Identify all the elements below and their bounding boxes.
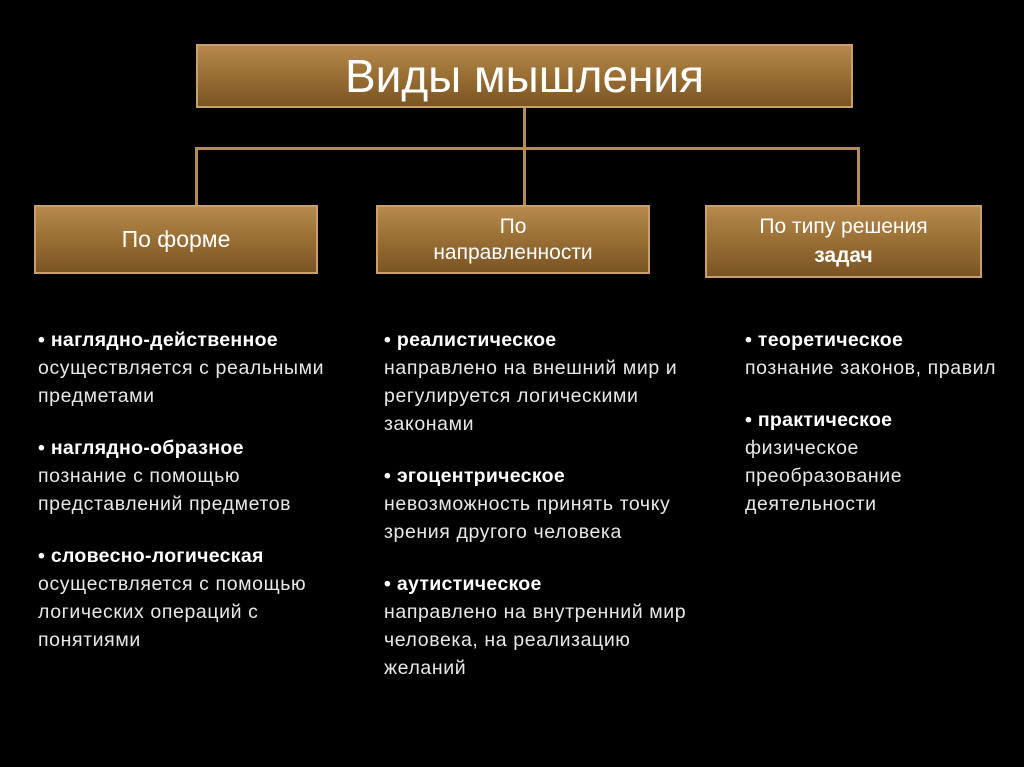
list-item xyxy=(38,434,358,518)
item-title: словесно-логическая xyxy=(50,545,264,567)
list-item xyxy=(384,570,714,682)
item-title: практическое xyxy=(757,409,893,431)
list-item xyxy=(384,326,714,438)
connector-horizontal xyxy=(195,147,860,150)
item-description: осуществляется с реальными предметами xyxy=(38,357,325,407)
item-title: реалистическое xyxy=(396,329,557,351)
category-header: По форме xyxy=(121,226,231,252)
item-title: теоретическое xyxy=(757,329,904,351)
list-item xyxy=(38,542,358,654)
connector-right xyxy=(857,147,860,205)
bullet: • xyxy=(38,329,46,351)
category-header-line2: задач xyxy=(814,243,873,267)
category-items-direction xyxy=(384,326,714,706)
bullet: • xyxy=(384,573,392,595)
connector-middle xyxy=(523,147,526,205)
item-description: направлено на внутренний мир человека, на реализацию желаний xyxy=(384,601,687,679)
bullet: • xyxy=(38,545,46,567)
item-description: направлено на внешний мир и регулируется логическими законами xyxy=(384,357,678,435)
item-title: эгоцентрическое xyxy=(396,465,565,487)
diagram-title: Виды мышления xyxy=(344,50,705,102)
diagram-title-box xyxy=(196,44,853,108)
list-item xyxy=(745,406,1005,518)
item-title: наглядно-действенное xyxy=(50,329,278,351)
category-items-task-type xyxy=(745,326,1005,542)
category-header-line2: направленности xyxy=(433,240,593,264)
list-item xyxy=(38,326,358,410)
category-box-task-type xyxy=(705,205,982,278)
category-box-direction xyxy=(376,205,650,274)
list-item xyxy=(745,326,1005,382)
category-header-line1: По типу решения xyxy=(759,215,928,239)
connector-trunk xyxy=(523,108,526,150)
bullet: • xyxy=(745,329,753,351)
bullet: • xyxy=(745,409,753,431)
item-title: наглядно-образное xyxy=(50,437,244,459)
bullet: • xyxy=(384,329,392,351)
item-description: невозможность принять точку зрения другого человека xyxy=(384,493,671,543)
category-header-line1: По xyxy=(499,215,527,239)
item-description: осуществляется с помощью логических операций с понятиями xyxy=(38,573,307,651)
item-title: аутистическое xyxy=(396,573,542,595)
bullet: • xyxy=(384,465,392,487)
bullet: • xyxy=(38,437,46,459)
item-description: познание с помощью представлений предметов xyxy=(38,465,292,515)
list-item xyxy=(384,462,714,546)
category-box-form xyxy=(34,205,318,274)
connector-left xyxy=(195,147,198,205)
category-items-form xyxy=(38,326,358,678)
item-description: познание законов, правил xyxy=(745,357,997,379)
item-description: физическое преобразование деятельности xyxy=(745,437,903,515)
